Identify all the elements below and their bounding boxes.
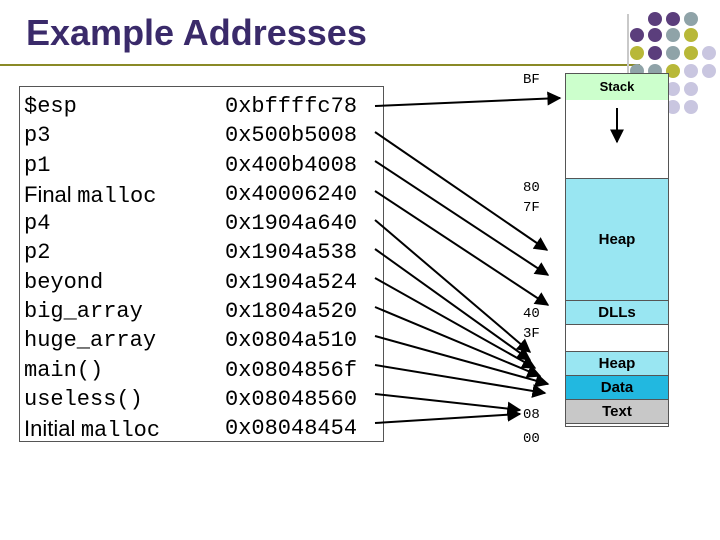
variable-name: beyond [24,269,104,295]
address-value: 0x1804a520 [225,299,358,325]
variable-name: main() [24,357,104,383]
arrow-beyond [375,278,535,368]
arrow-p4 [375,220,530,352]
hex-label-3f: 3F [523,326,540,342]
address-value: 0x0804a510 [225,328,358,354]
address-value: 0x08048560 [225,386,358,412]
stack-label: Stack [599,79,635,94]
address-value: 0x08048454 [225,416,358,442]
hex-label-00: 00 [523,431,540,447]
address-value: 0x40006240 [225,181,358,207]
variable-name: useless() [24,386,143,412]
address-value: 0x1904a538 [225,240,358,266]
dlls-label: DLLs [598,304,636,321]
arrow-main [375,365,545,393]
arrow-useless [375,394,520,410]
arrow-big-array [375,307,540,376]
heap-upper-label: Heap [598,231,636,248]
address-value: 0x400b4008 [225,152,358,178]
hex-label-80: 80 [523,180,540,196]
variable-name-prefix: Initial [24,416,76,442]
text-label: Text [602,403,632,420]
arrow-initial-malloc [375,414,520,423]
heap-lower-label: Heap [598,355,636,372]
variable-name-text: malloc [80,418,161,444]
arrow-final-malloc [375,191,548,305]
variable-name: big_array [24,299,143,325]
variable-name: p2 [24,240,51,266]
hex-label-08: 08 [523,407,540,423]
hex-label-7f: 7F [523,200,540,216]
variable-name: huge_array [24,328,157,354]
arrow-p1 [375,161,548,275]
arrow-esp [375,98,560,106]
address-value: 0xbffffc78 [225,94,358,119]
variable-name: $esp [24,94,77,119]
address-value: 0x0804856f [225,357,358,383]
page-title: Example Addresses [26,12,367,53]
address-value: 0x1904a524 [225,269,358,295]
address-value: 0x500b5008 [225,123,358,149]
variable-name: p4 [24,211,51,237]
arrow-p3 [375,132,547,250]
variable-name: p1 [24,152,51,178]
variable-name-text: malloc [77,183,157,209]
data-label: Data [600,379,634,396]
variable-name-prefix: Final [24,181,72,207]
hex-label-40: 40 [523,306,540,322]
address-value: 0x1904a640 [225,211,358,237]
hex-label-bf: BF [523,72,540,88]
variable-name: p3 [24,123,51,149]
